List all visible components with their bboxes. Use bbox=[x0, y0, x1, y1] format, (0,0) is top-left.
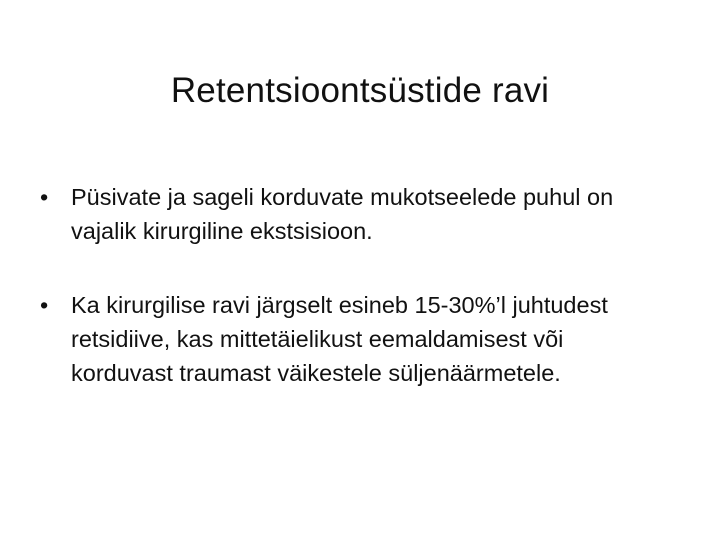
bullet-item-2 bbox=[40, 288, 660, 390]
bullet-marker-2: • bbox=[40, 292, 49, 318]
bullet-item-1 bbox=[40, 180, 660, 248]
bullet-list bbox=[40, 180, 660, 430]
slide-title: Retentsioontsüstide ravi bbox=[170, 71, 550, 111]
bullet-text-1: Püsivate ja sageli korduvate mukotseelede puhul on vajalik kirurgiline ekstsisioon. bbox=[71, 184, 614, 244]
bullet-text-2: Ka kirurgilise ravi järgselt esineb 15-30%’l juhtudest retsidiive, kas mittetäielikust eemaldamisest või korduvast traumast väikestele süljenäärmetele. bbox=[71, 292, 608, 386]
bullet-marker-1: • bbox=[40, 184, 49, 210]
